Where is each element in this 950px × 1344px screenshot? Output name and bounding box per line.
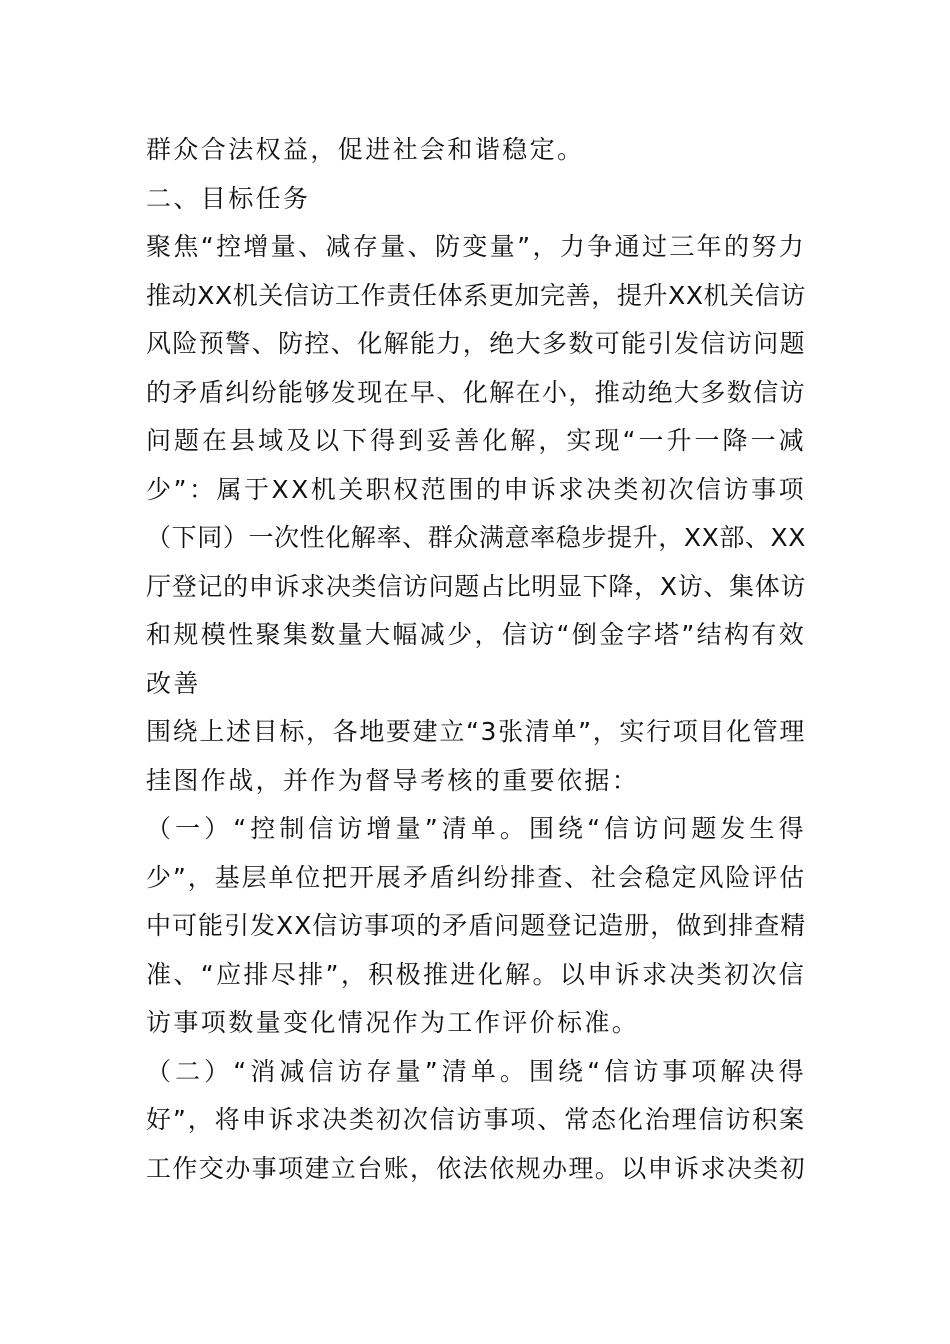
text-line: （下同）一次性化解率、群众满意率稳步提升，XX部、XX <box>146 523 806 552</box>
text-line: 好”，将申诉求决类初次信访事项、常态化治理信访积案 <box>146 1105 806 1134</box>
text-line: （二）“消减信访存量”清单。围绕“信访事项解决得 <box>146 1056 806 1086</box>
text-line: （一）“控制信访增量”清单。围绕“信访问题发生得 <box>146 814 806 843</box>
text-line: 改善 <box>146 668 201 698</box>
text-line: 中可能引发XX信访事项的矛盾问题登记造册，做到排查精 <box>146 911 807 940</box>
text-line: 问题在县域及以下得到妥善化解，实现“一升一降一减 <box>146 426 806 455</box>
text-line: 围绕上述目标，各地要建立“3张清单”，实行项目化管理 <box>146 717 806 746</box>
text-line: 的矛盾纠纷能够发现在早、化解在小，推动绝大多数信访 <box>146 377 807 407</box>
text-line: 少”，基层单位把开展矛盾纠纷排查、社会稳定风险评估 <box>146 862 806 892</box>
text-line: 工作交办事项建立台账，依法依规办理。以申诉求决类初 <box>146 1153 807 1183</box>
text-line: 推动XX机关信访工作责任体系更加完善，提升XX机关信访 <box>146 280 806 310</box>
text-line: 访事项数量变化情况作为工作评价标准。 <box>146 1008 640 1037</box>
text-line: 和规模性聚集数量大幅减少，信访“倒金字塔”结构有效 <box>146 620 806 649</box>
text-line: 少”：属于XX机关职权范围的申诉求决类初次信访事项 <box>146 474 806 504</box>
text-line: 挂图作战，并作为督导考核的重要依据： <box>146 765 640 795</box>
text-line: 厅登记的申诉求决类信访问题占比明显下降，X访、集体访 <box>146 571 806 601</box>
text-line: 群众合法权益，促进社会和谐稳定。 <box>146 135 585 164</box>
text-line: 准、“应排尽排”，积极推进化解。以申诉求决类初次信 <box>146 959 806 989</box>
document-body <box>146 126 806 1193</box>
text-line: 风险预警、防控、化解能力，绝大多数可能引发信访问题 <box>146 329 807 358</box>
section-heading: 二、目标任务 <box>146 183 311 213</box>
text-line: 聚焦“控增量、减存量、防变量”，力争通过三年的努力 <box>146 232 806 261</box>
